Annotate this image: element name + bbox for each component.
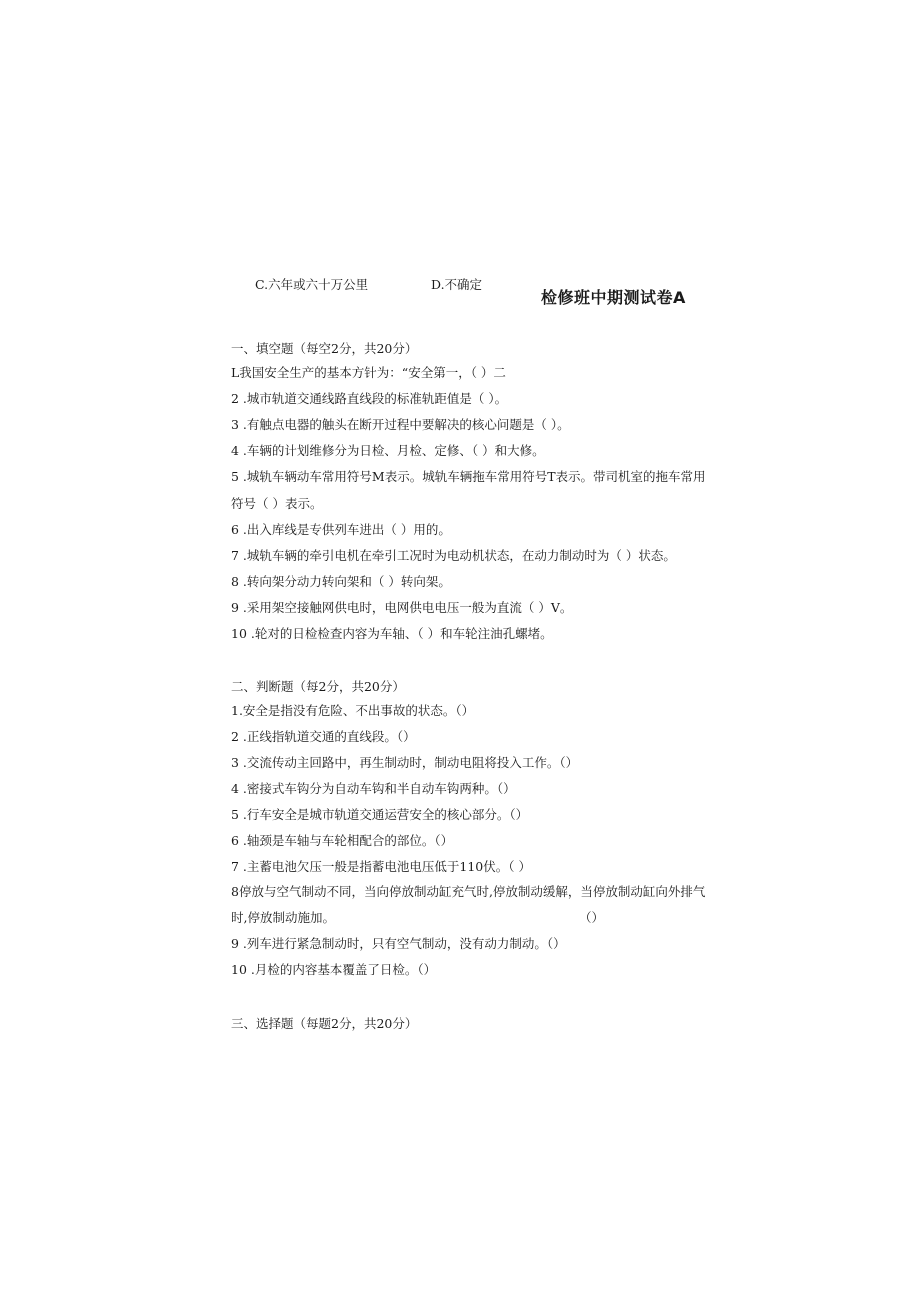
judge-question-8-answer: （） — [579, 910, 605, 925]
fill-question-5: 5 .城轨车辆动车常用符号M表示。城轨车辆拖车常用符号T表示。带司机室的拖车常用 — [231, 469, 706, 484]
judge-question-5: 5 .行车安全是城市轨道交通运营安全的核心部分。（） — [231, 807, 529, 822]
judge-question-8: 8停放与空气制动不同，当向停放制动缸充气时,停放制动缓解，当停放制动缸向外排气 — [231, 884, 706, 899]
fill-question-5-cont: 符号（ ）表示。 — [231, 496, 323, 511]
section1-heading: 一、填空题（每空2分，共20分） — [231, 341, 418, 356]
judge-question-8-cont: 时,停放制动施加。 — [231, 910, 335, 925]
fill-question-7: 7 .城轨车辆的牵引电机在牵引工况时为电动机状态，在动力制动时为（ ）状态。 — [231, 548, 676, 563]
judge-question-3: 3 .交流传动主回路中，再生制动时，制动电阻将投入工作。（） — [231, 755, 579, 770]
judge-question-10: 10 .月检的内容基本覆盖了日检。（） — [231, 962, 437, 977]
fill-question-3: 3 .有触点电器的触头在断开过程中要解决的核心问题是（ ）。 — [231, 417, 570, 432]
fill-question-10: 10 .轮对的日检检查内容为车轴、（ ）和车轮注油孔螺堵。 — [231, 626, 553, 641]
judge-question-9: 9 .列车进行紧急制动时，只有空气制动，没有动力制动。（） — [231, 936, 566, 951]
judge-question-1: 1.安全是指没有危险、不出事故的状态。（） — [231, 703, 475, 718]
judge-question-7: 7 .主蓄电池欠压一般是指蓄电池电压低于110伏。（ ） — [231, 859, 531, 874]
judge-question-6: 6 .轴颈是车轴与车轮相配合的部位。（） — [231, 833, 454, 848]
fill-question-8: 8 .转向架分动力转向架和（ ）转向架。 — [231, 574, 451, 589]
fill-question-9: 9 .采用架空接触网供电时，电网供电电压一般为直流（ ）V。 — [231, 600, 573, 615]
option-c: C.六年或六十万公里 — [255, 277, 369, 292]
fill-question-6: 6 .出入库线是专供列车进出（ ）用的。 — [231, 522, 451, 537]
fill-question-1: L我国安全生产的基本方针为：“安全第一，（ ）二 — [231, 365, 506, 380]
section3-heading: 三、选择题（每题2分，共20分） — [231, 1016, 418, 1031]
judge-question-4: 4 .密接式车钩分为自动车钩和半自动车钩两种。（） — [231, 781, 516, 796]
option-d: D.不确定 — [431, 277, 483, 292]
judge-question-2: 2 .正线指轨道交通的直线段。（） — [231, 729, 416, 744]
fill-question-2: 2 .城市轨道交通线路直线段的标准轨距值是（ ）。 — [231, 391, 508, 406]
page-title: 检修班中期测试卷A — [541, 288, 686, 307]
fill-question-4: 4 .车辆的计划维修分为日检、月检、定修、（ ）和大修。 — [231, 443, 545, 458]
section2-heading: 二、判断题（每2分，共20分） — [231, 679, 405, 694]
